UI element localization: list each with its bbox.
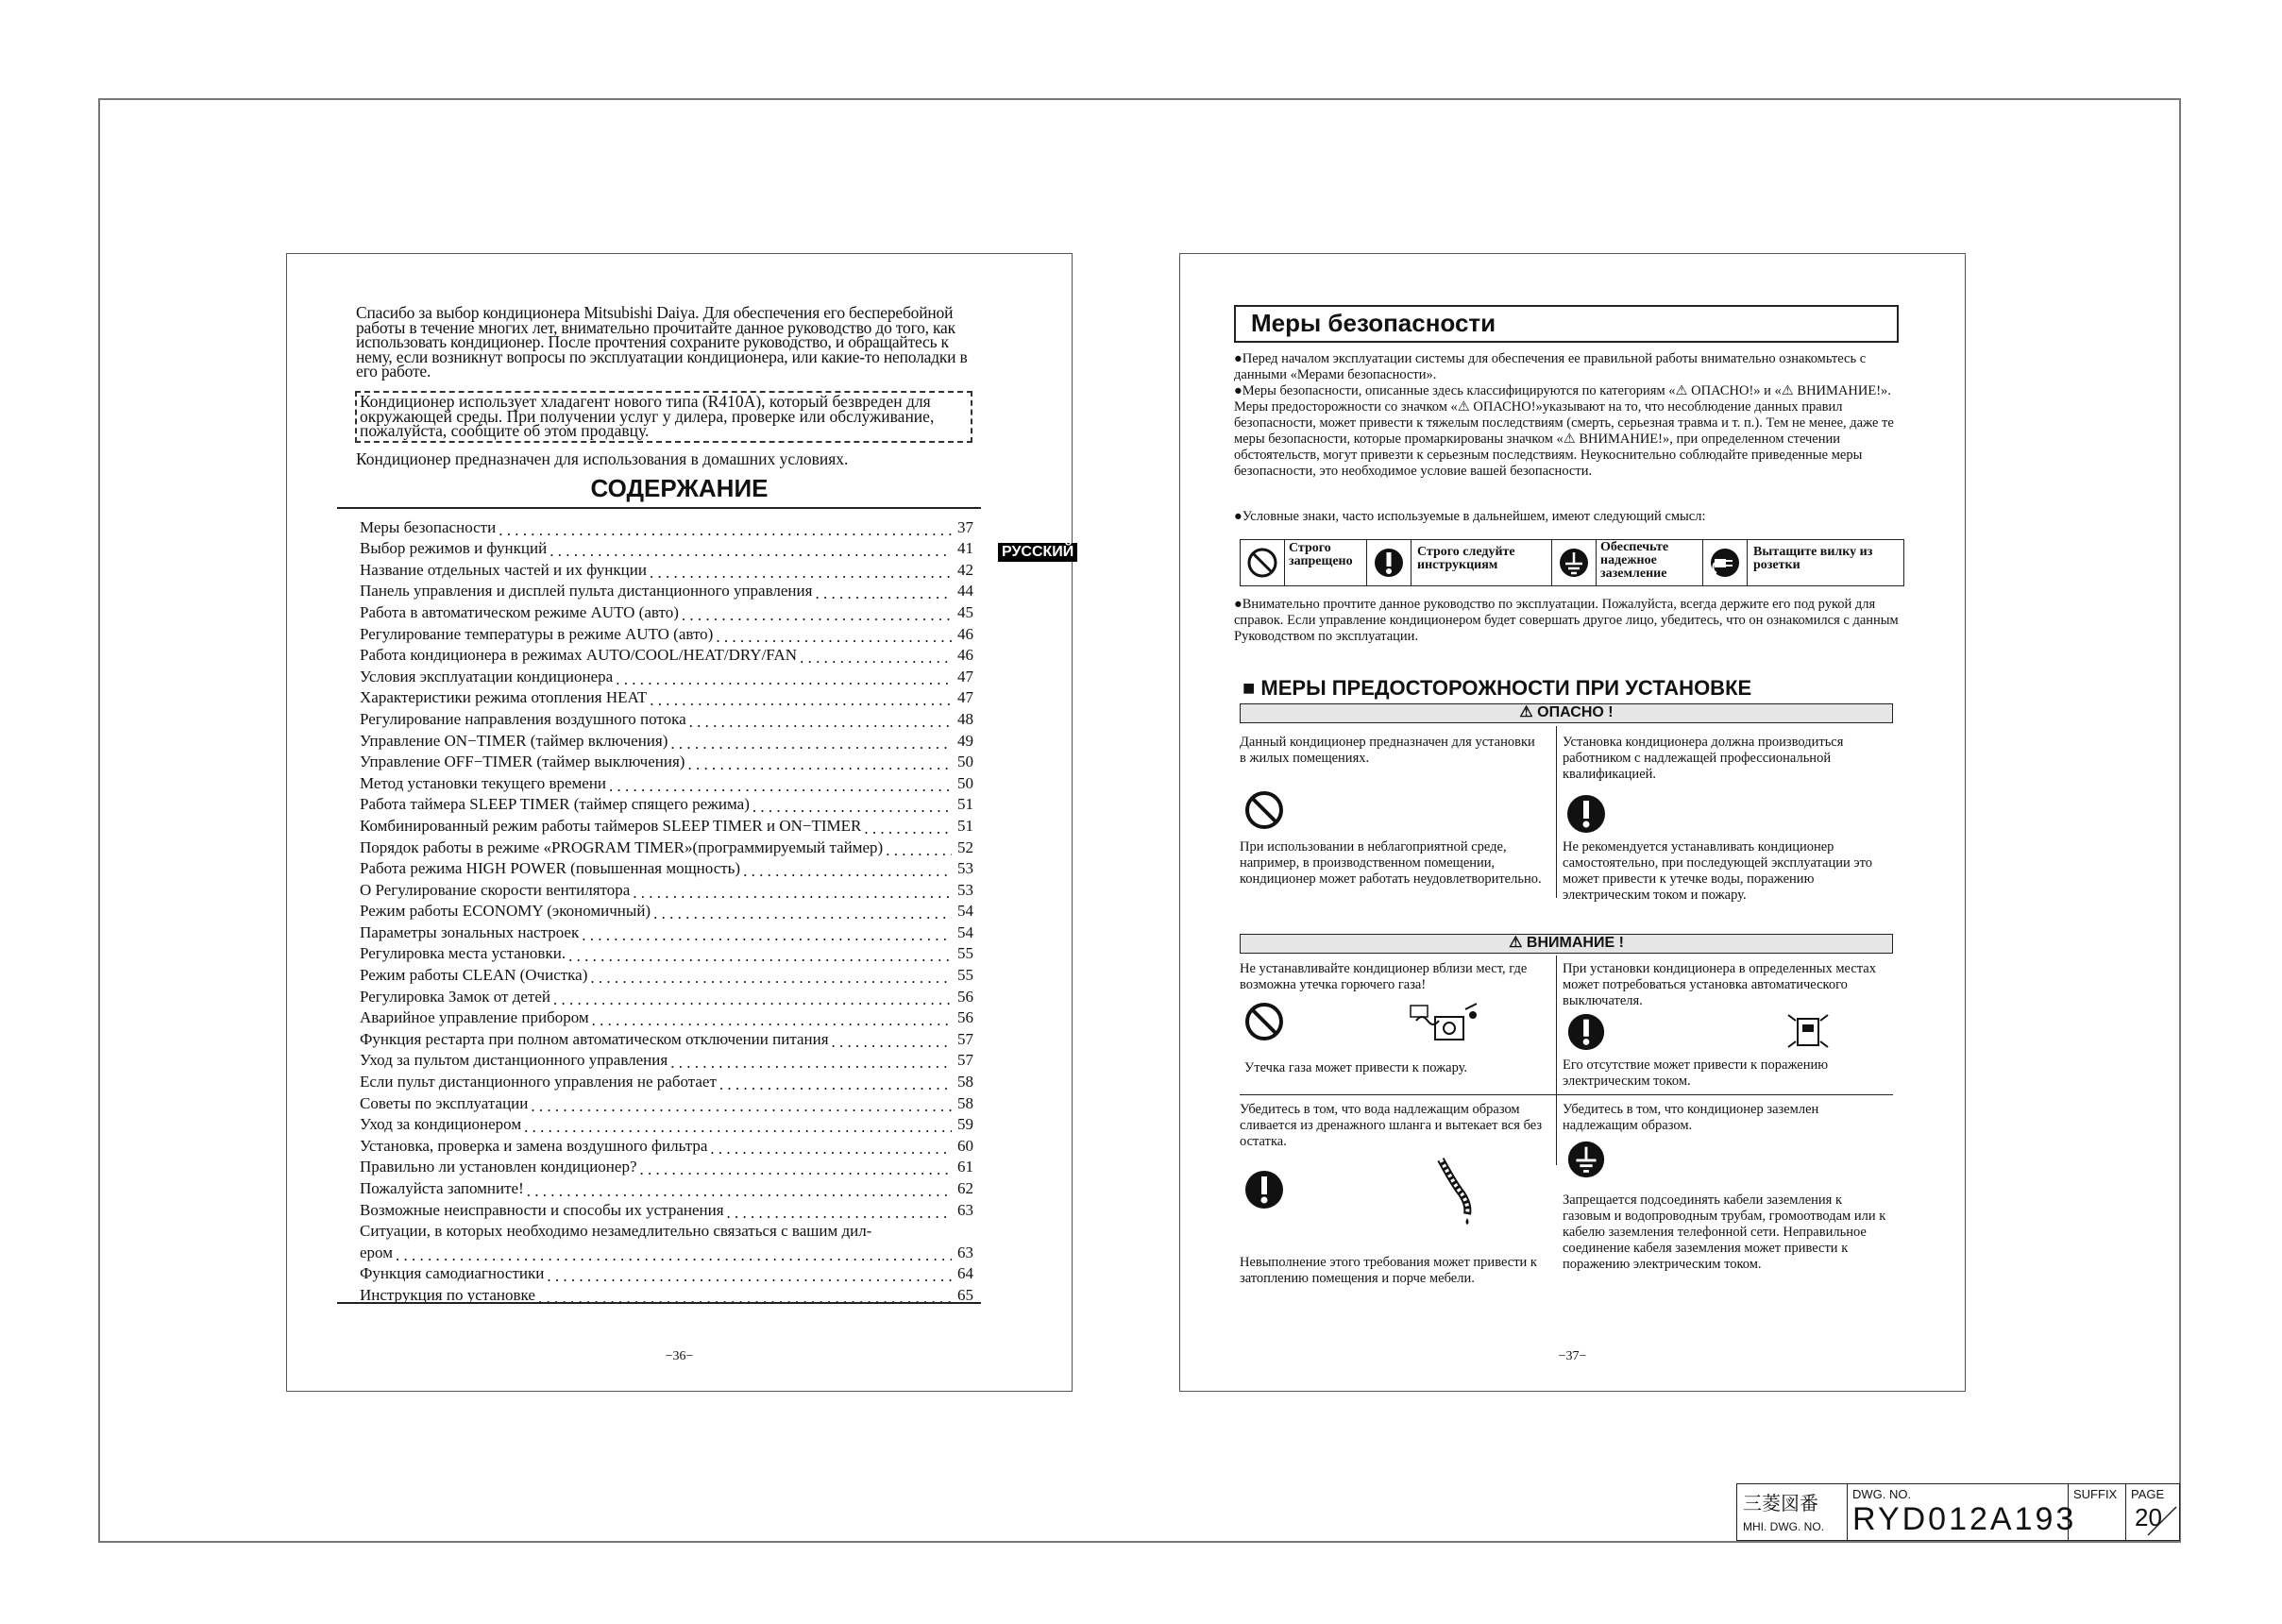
toc-page-number: 37 xyxy=(957,517,973,536)
toc-leader xyxy=(682,607,952,621)
toc-row xyxy=(360,899,973,921)
toc-page-number: 47 xyxy=(957,688,973,707)
toc-title-text: Параметры зональных настроек xyxy=(360,922,580,941)
toc-title-text: Советы по эксплуатации xyxy=(360,1093,529,1112)
page-cell xyxy=(2127,1484,2180,1540)
table-of-contents xyxy=(360,515,973,1304)
toc-title-text: ером xyxy=(360,1243,393,1261)
toc-row xyxy=(360,515,973,536)
legend-label: Вытащите вилку из розетки xyxy=(1747,540,1903,585)
toc-title-text: Ситуации, в которых необходимо незамедлительно связаться с вашим дил- xyxy=(360,1222,872,1241)
toc-page-number: 55 xyxy=(957,966,973,985)
toc-row xyxy=(360,1112,973,1134)
toc-leader xyxy=(568,948,952,962)
mandatory-icon xyxy=(1564,792,1608,836)
legend-mandatory xyxy=(1367,540,1552,585)
legend-label: Строго следуйте инструкциям xyxy=(1411,540,1550,585)
toc-page-number: 56 xyxy=(957,987,973,1006)
toc-row xyxy=(360,770,973,792)
mandatory-icon xyxy=(1371,545,1407,581)
toc-page-number: 48 xyxy=(957,709,973,728)
toc-page-number: 49 xyxy=(957,731,973,750)
mhi-sub-label: MHI. DWG. NO. xyxy=(1743,1520,1824,1533)
toc-leader xyxy=(653,905,952,920)
toc-page-number: 59 xyxy=(957,1115,973,1134)
toc-page-number: 46 xyxy=(957,624,973,643)
toc-row xyxy=(360,962,973,984)
toc-leader xyxy=(499,522,952,536)
toc-leader xyxy=(640,1161,953,1176)
toc-page-number: 62 xyxy=(957,1179,973,1197)
toc-page-number: 58 xyxy=(957,1093,973,1112)
toc-title-text: Название отдельных частей и их функции xyxy=(360,560,647,579)
toc-leader xyxy=(752,799,952,813)
legend-label: Обеспечьте надежное заземление xyxy=(1596,540,1701,585)
toc-leader xyxy=(616,671,952,685)
drain-hose-illustration-icon xyxy=(1435,1156,1482,1226)
column-divider xyxy=(1556,956,1557,1165)
caution-3-top: Убедитесь в том, что вода надлежащим образом сливается из дренажного шланга и вытекает вся без остатка. xyxy=(1240,1102,1543,1149)
slash-mark-icon xyxy=(2146,1505,2178,1537)
toc-row xyxy=(360,750,973,771)
toc-leader xyxy=(670,1055,952,1069)
toc-leader xyxy=(719,1076,952,1091)
toc-leader xyxy=(396,1247,952,1261)
toc-page-number: 61 xyxy=(957,1158,973,1176)
toc-title-text: Меры безопасности xyxy=(360,517,497,536)
toc-page-number: 54 xyxy=(957,902,973,921)
toc-row xyxy=(360,1069,973,1091)
toc-row xyxy=(360,1219,973,1241)
dwg-cell xyxy=(1849,1484,2077,1540)
toc-title-text: Функция самодиагностики xyxy=(360,1264,545,1283)
toc-row xyxy=(360,813,973,835)
toc-leader xyxy=(864,820,952,835)
toc-page-number: 53 xyxy=(957,880,973,899)
toc-page-number: 63 xyxy=(957,1243,973,1261)
toc-title-text: Режим работы ECONOMY (экономичный) xyxy=(360,902,651,921)
toc-title-text: Пожалуйста запомните! xyxy=(360,1179,524,1197)
caution-4-top: Убедитесь в том, что кондиционер заземлен надлежащим образом. xyxy=(1563,1102,1819,1133)
toc-row xyxy=(360,920,973,941)
toc-leader xyxy=(710,1141,952,1155)
gas-leak-illustration-icon xyxy=(1407,1000,1482,1047)
toc-leader xyxy=(609,778,952,792)
toc-row xyxy=(360,835,973,856)
toc-row xyxy=(360,1048,973,1070)
toc-leader xyxy=(815,585,952,600)
toc-row xyxy=(360,1240,973,1261)
toc-leader xyxy=(670,736,952,750)
toc-row xyxy=(360,856,973,878)
toc-page-number: 42 xyxy=(957,560,973,579)
toc-leader xyxy=(582,927,952,941)
toc-title-text: Метод установки текущего времени xyxy=(360,773,607,792)
toc-leader xyxy=(547,1268,952,1282)
toc-row xyxy=(360,643,973,665)
toc-row xyxy=(360,600,973,621)
toc-leader xyxy=(590,970,952,984)
toc-page-number: 56 xyxy=(957,1008,973,1027)
toc-row xyxy=(360,792,973,814)
toc-leader xyxy=(650,692,952,706)
toc-title-text: Уход за кондиционером xyxy=(360,1115,522,1134)
toc-row xyxy=(360,1261,973,1283)
toc-page-number: 53 xyxy=(957,859,973,878)
danger-1-bottom: При использовании в неблагоприятной среде, например, в производственном помещении, кондиционер может работать неудовлетворительно. xyxy=(1240,839,1542,887)
toc-title-text: Работа кондиционера в режимах AUTO/COOL/HEAT/DRY/FAN xyxy=(360,646,798,665)
toc-leader xyxy=(633,885,952,899)
toc-top-rule xyxy=(337,507,981,509)
toc-row xyxy=(360,685,973,707)
mhi-cell xyxy=(1737,1484,1848,1540)
toc-title-text: Аварийное управление прибором xyxy=(360,1008,589,1027)
caution-1-bottom: Утечка газа может привести к пожару. xyxy=(1244,1060,1468,1075)
toc-row xyxy=(360,1133,973,1155)
toc-page-number: 41 xyxy=(957,539,973,558)
caution-1-top: Не устанавливайте кондиционер вблизи мест, где возможна утечка горючего газа! xyxy=(1240,961,1528,992)
toc-page-number: 57 xyxy=(957,1029,973,1048)
toc-row xyxy=(360,728,973,750)
toc-title-text: Регулирование направления воздушного потока xyxy=(360,709,686,728)
toc-page-number: 63 xyxy=(957,1200,973,1219)
toc-title-text: Возможные неисправности и способы их устранения xyxy=(360,1200,724,1219)
mandatory-icon xyxy=(1565,1011,1607,1053)
prohibited-icon xyxy=(1242,788,1286,832)
safety-paragraph-4: ●Внимательно прочтите данное руководство по эксплуатации. Пожалуйста, всегда держите его под рукой для справок. Если управление кондиционером будет совершать другое лицо, убедитесь, что он ознакомился с данным Руководством по эксплуатации. xyxy=(1234,597,1899,644)
dwg-number: RYD012A193 xyxy=(1852,1501,2077,1537)
toc-page-number: 58 xyxy=(957,1073,973,1091)
language-tab: РУССКИЙ xyxy=(998,543,1077,562)
caution-bar: ⚠ ВНИМАНИЕ ! xyxy=(1240,934,1893,954)
toc-leader xyxy=(549,543,952,557)
toc-row xyxy=(360,1176,973,1197)
toc-title-text: Порядок работы в режиме «PROGRAM TIMER»(программируемый таймер) xyxy=(360,837,884,856)
row-divider xyxy=(1240,1094,1893,1095)
domestic-note: Кондиционер предназначен для использования в домашних условиях. xyxy=(356,449,849,468)
caution-3-bottom: Невыполнение этого требования может привести к затоплению помещения и порче мебели. xyxy=(1240,1255,1537,1286)
mandatory-icon xyxy=(1242,1168,1286,1211)
toc-row xyxy=(360,664,973,685)
safety-title: Меры безопасности xyxy=(1234,305,1899,343)
toc-leader xyxy=(592,1012,952,1026)
toc-title-text: Правильно ли установлен кондиционер? xyxy=(360,1158,637,1176)
toc-title-text: Установка, проверка и замена воздушного фильтра xyxy=(360,1136,708,1155)
legend-prohibited xyxy=(1241,540,1367,585)
toc-row xyxy=(360,984,973,1006)
toc-leader xyxy=(553,991,952,1006)
toc-row xyxy=(360,941,973,963)
title-block xyxy=(1736,1483,2180,1541)
toc-page-number: 47 xyxy=(957,667,973,685)
toc-page-number: 64 xyxy=(957,1264,973,1283)
toc-leader xyxy=(716,629,952,643)
toc-row xyxy=(360,579,973,601)
toc-row xyxy=(360,1282,973,1304)
toc-title-text: Уход за пультом дистанционного управления xyxy=(360,1051,668,1070)
toc-page-number: 51 xyxy=(957,795,973,814)
toc-title-text: Работа таймера SLEEP TIMER (таймер спящего режима) xyxy=(360,795,750,814)
toc-title-text: Регулирование температуры в режиме AUTO (авто) xyxy=(360,624,714,643)
toc-leader xyxy=(832,1034,952,1048)
toc-title-text: Управление OFF−TIMER (таймер выключения) xyxy=(360,753,685,771)
symbols-legend xyxy=(1240,539,1904,586)
toc-row xyxy=(360,1026,973,1048)
left-page xyxy=(286,253,1073,1392)
caution-2-bottom: Его отсутствие может привести к поражению электрическим током. xyxy=(1563,1057,1829,1089)
toc-title-text: Панель управления и дисплей пульта дистанционного управления xyxy=(360,582,813,601)
toc-row xyxy=(360,706,973,728)
toc-page-number: 52 xyxy=(957,837,973,856)
dwg-label: DWG. NO. xyxy=(1852,1487,1912,1501)
column-divider xyxy=(1556,726,1557,898)
refrigerant-note: Кондиционер использует хладагент нового типа (R410A), который безвреден для окружающей среды. При получении услуг у дилера, проверке или обслуживание, пожалуйста, сообщите об этом продавцу. xyxy=(355,391,972,443)
toc-title-text: Характеристики режима отопления HEAT xyxy=(360,688,648,707)
toc-page-number: 44 xyxy=(957,582,973,601)
danger-2-bottom: Не рекомендуется устанавливать кондиционер самостоятельно, при последующей эксплуатации это может привести к утечке воды, поражению электрическим током и пожару. xyxy=(1563,839,1872,903)
toc-row xyxy=(360,1155,973,1176)
toc-leader xyxy=(800,650,952,664)
breaker-illustration-icon xyxy=(1784,1009,1832,1053)
toc-title-text: Работа в автоматическом режиме AUTO (авто) xyxy=(360,602,679,621)
install-section-title: ■ МЕРЫ ПРЕДОСТОРОЖНОСТИ ПРИ УСТАНОВКЕ xyxy=(1242,676,1752,700)
toc-title-text: Управление ON−TIMER (таймер включения) xyxy=(360,731,668,750)
toc-title-text: Регулировка Замок от детей xyxy=(360,987,550,1006)
toc-row xyxy=(360,1197,973,1219)
toc-leader xyxy=(743,863,952,877)
prohibited-icon xyxy=(1242,1000,1286,1043)
toc-leader xyxy=(531,1098,952,1112)
toc-row xyxy=(360,1091,973,1112)
toc-row xyxy=(360,877,973,899)
caution-4-bottom: Запрещается подсоединять кабели заземления к газовым и водопроводным трубам, громоотводам или к кабелю заземления телефонной сети. Неправильное соединение кабеля заземления может привести к поражению электрическим током. xyxy=(1563,1193,1886,1272)
intro-text: Спасибо за выбор кондиционера Mitsubishi Daiya. Для обеспечения его бесперебойной работы в течение многих лет, внимательно прочитайте данное руководство до того, как использовать кондиционер. После прочтения сохраните руководство, и обращайтесь к нему, если возникнут вопросы по эксплуатации кондиционера, или какие-то неполадки в его работе. xyxy=(356,303,968,381)
toc-leader xyxy=(524,1119,952,1133)
safety-paragraph-1: ●Перед началом эксплуатации системы для обеспечения ее правильной работы внимательно ознакомьтесь с данными «Мерами безопасности». xyxy=(1234,351,1867,382)
toc-title-text: Режим работы CLEAN (Очистка) xyxy=(360,966,588,985)
toc-title-text: Комбинированный режим работы таймеров SLEEP TIMER и ON−TIMER xyxy=(360,816,862,835)
mhi-label: 三菱図番 xyxy=(1743,1492,1818,1514)
toc-leader xyxy=(527,1183,952,1197)
toc-title-text: Инструкция по установке xyxy=(360,1285,535,1304)
toc-row xyxy=(360,557,973,579)
toc-page-number: 54 xyxy=(957,922,973,941)
legend-label: Строго запрещено xyxy=(1284,540,1363,585)
legend-ground xyxy=(1552,540,1703,585)
toc-page-number: 65 xyxy=(957,1285,973,1304)
toc-title-text: Условия эксплуатации кондиционера xyxy=(360,667,614,685)
ground-icon xyxy=(1565,1139,1607,1180)
toc-leader xyxy=(650,565,952,579)
toc-page-number: 55 xyxy=(957,944,973,963)
toc-page-number: 46 xyxy=(957,646,973,665)
toc-page-number: 50 xyxy=(957,753,973,771)
toc-title-text: Работа режима HIGH POWER (повышенная мощность) xyxy=(360,859,741,878)
page-number: 20 xyxy=(2135,1503,2162,1531)
toc-bottom-rule xyxy=(337,1302,981,1304)
toc-title-text: Функция рестарта при полном автоматическом отключении питания xyxy=(360,1029,829,1048)
toc-title-text: Если пульт дистанционного управления не работает xyxy=(360,1073,717,1091)
toc-page-number: 45 xyxy=(957,602,973,621)
suffix-label: SUFFIX xyxy=(2073,1487,2118,1501)
unplug-icon xyxy=(1707,545,1743,581)
page-number-left: −36− xyxy=(665,1349,694,1363)
suffix-cell xyxy=(2070,1484,2126,1540)
right-page xyxy=(1179,253,1966,1392)
danger-bar: ⚠ ОПАСНО ! xyxy=(1240,703,1893,723)
toc-leader xyxy=(727,1205,952,1219)
page-label: PAGE xyxy=(2131,1487,2165,1501)
toc-leader xyxy=(689,714,952,728)
caution-2-top: При установки кондиционера в определенных местах может потребоваться установка автоматического выключателя. xyxy=(1563,961,1876,1008)
safety-paragraph-2: ●Меры безопасности, описанные здесь классифицируются по категориям «⚠ ОПАСНО!» и «⚠ ВНИМАНИЕ!». Меры предосторожности со значком «⚠ ОПАСНО!»указывают на то, что несоблюдение данных правил безопасности, может привести к тяжелым последствиям (смерть, серьезная травма и т. п.). Тем не менее, даже те меры безопасности, которые промаркированы значком «⚠ ВНИМАНИЕ!», при определенном стечении обстоятельств, могут привезти к серьезным последствиям. Неукоснительно соблюдайте приведенные меры безопасности, это необходимое условие вашей безопасности. xyxy=(1234,383,1894,479)
toc-title-text: Регулировка места установки. xyxy=(360,944,566,963)
prohibited-icon xyxy=(1244,545,1280,581)
toc-title-text: О Регулирование скорости вентилятора xyxy=(360,880,631,899)
page-number-right: −37− xyxy=(1558,1349,1587,1363)
toc-row xyxy=(360,621,973,643)
toc-page-number: 60 xyxy=(957,1136,973,1155)
toc-page-number: 57 xyxy=(957,1051,973,1070)
toc-row xyxy=(360,1006,973,1027)
toc-leader xyxy=(687,756,952,770)
danger-1-top: Данный кондиционер предназначен для установки в жилых помещениях. xyxy=(1240,735,1535,766)
safety-paragraph-3: ●Условные знаки, часто используемые в дальнейшем, имеют следующий смысл: xyxy=(1234,509,1706,524)
toc-row xyxy=(360,536,973,558)
toc-title-text: Выбор режимов и функций xyxy=(360,539,548,558)
toc-page-number: 50 xyxy=(957,773,973,792)
legend-unplug xyxy=(1703,540,1903,585)
ground-icon xyxy=(1556,545,1592,581)
toc-title: СОДЕРЖАНИЕ xyxy=(590,474,769,502)
danger-2-top: Установка кондиционера должна производиться работником с надлежащей профессиональной квалификацией. xyxy=(1563,735,1844,782)
toc-page-number: 51 xyxy=(957,816,973,835)
toc-leader xyxy=(886,842,952,856)
